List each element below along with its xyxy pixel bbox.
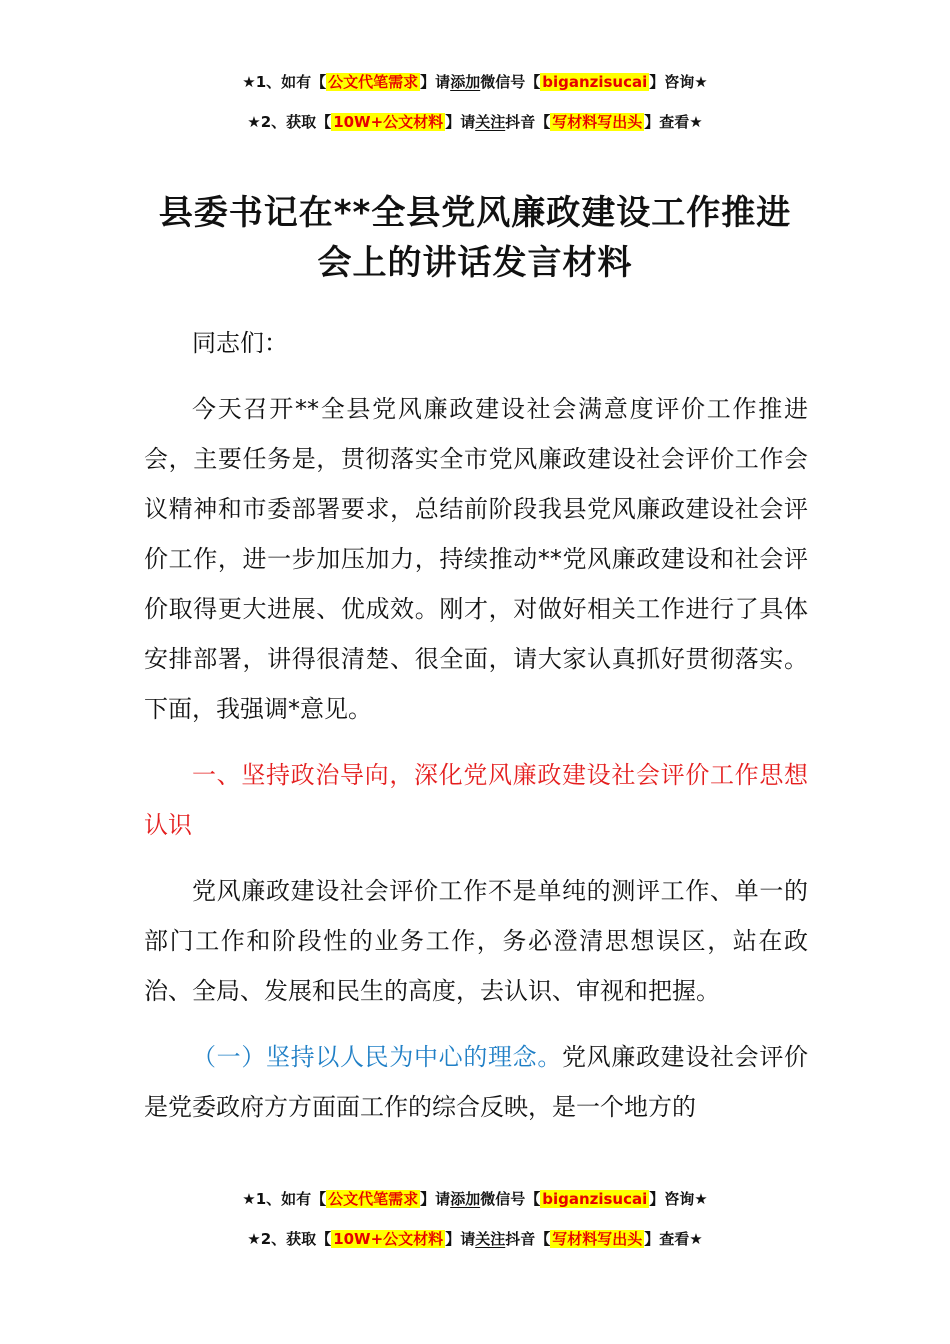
promo-highlight: 10W+公文材料 (333, 1230, 444, 1248)
promo-highlight: 写材料写出头 (552, 113, 643, 131)
paragraph-2: 党风廉政建设社会评价工作不是单纯的测评工作、单一的部门工作和阶段性的业务工作，务必澄清思想误区，站在政治、全局、发展和民生的高度，去认识、审视和把握。 (144, 877, 808, 1005)
section-heading-1: 一、坚持政治导向，深化党风廉政建设社会评价工作思想认识 (144, 761, 808, 839)
promo-line-1-top (0, 71, 950, 92)
promo-highlight: 10W+公文材料 (333, 113, 444, 131)
promo-text: ★1、如有【 (242, 73, 327, 91)
promo-text: 抖音【 (505, 1230, 551, 1248)
paragraph-1: 今天召开**全县党风廉政建设社会满意度评价工作推进会，主要任务是，贯彻落实全市党风廉政建设社会评价工作会议精神和市委部署要求，总结前阶段我县党风廉政建设社会评价工作，进一步加压加力，持续推动**党风廉政建设和社会评价取得更大进展、优成效。刚才，对做好相关工作进行了具体安排部署，讲得很清楚、很全面，请大家认真抓好贯彻落实。下面，我强调*意见。 (144, 395, 808, 723)
promo-underline: 关注 (475, 1230, 506, 1248)
promo-text: 】请 (445, 1230, 476, 1248)
promo-text: 】请 (445, 113, 476, 131)
promo-text: ★1、如有【 (242, 1190, 327, 1208)
promo-text: ★2、获取【 (247, 1230, 332, 1248)
greeting: 同志们： (192, 329, 288, 357)
promo-line-2-top (0, 111, 950, 132)
promo-highlight: biganzisucai (542, 1190, 648, 1208)
promo-highlight: 写材料写出头 (552, 1230, 643, 1248)
promo-text: 微信号【 (480, 73, 541, 91)
promo-text: ★2、获取【 (247, 113, 332, 131)
promo-text: 】咨询★ (649, 73, 708, 91)
promo-underline: 关注 (475, 113, 506, 131)
promo-text: 微信号【 (480, 1190, 541, 1208)
promo-highlight: 公文代笔需求 (328, 1190, 419, 1208)
promo-text: 】请 (420, 1190, 451, 1208)
promo-highlight: 公文代笔需求 (328, 73, 419, 91)
document-title (120, 188, 830, 288)
title-line-1: 县委书记在**全县党风廉政建设工作推进 (158, 193, 792, 233)
paragraph-3 (144, 1032, 808, 1132)
promo-text: 】咨询★ (649, 1190, 708, 1208)
title-line-2: 会上的讲话发言材料 (317, 243, 633, 283)
promo-underline: 添加 (450, 1190, 481, 1208)
subheading-1: （一）坚持以人民为中心的理念。 (192, 1043, 562, 1071)
promo-highlight: biganzisucai (542, 73, 648, 91)
promo-line-2-bottom (0, 1228, 950, 1249)
promo-line-1-bottom (0, 1188, 950, 1209)
promo-text: 抖音【 (505, 113, 551, 131)
promo-text: 】请 (420, 73, 451, 91)
document-body (144, 318, 808, 1132)
promo-text: 】查看★ (644, 1230, 703, 1248)
paragraph-3-text: 党风廉政建设社会评价是党委政府方方面面工作的综合反映，是一个地方的 (144, 1043, 808, 1121)
promo-underline: 添加 (450, 73, 481, 91)
promo-text: 】查看★ (644, 113, 703, 131)
